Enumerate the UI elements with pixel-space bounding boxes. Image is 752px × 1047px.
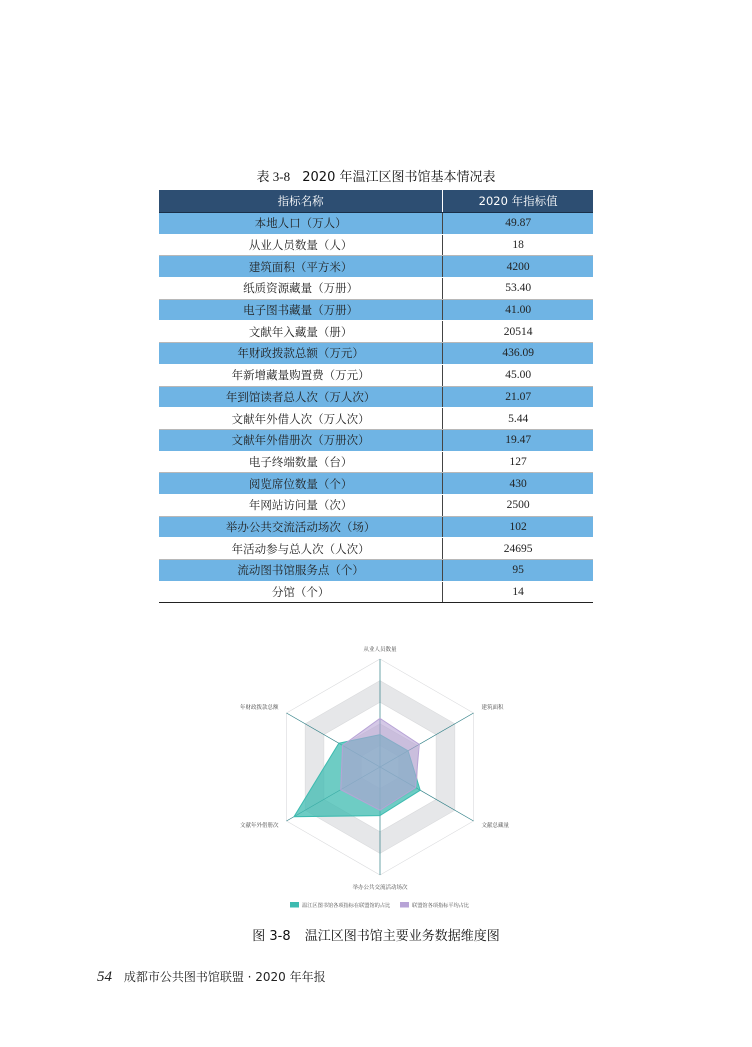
- indicator-name-cell: 年网站访问量（次）: [159, 494, 443, 516]
- column-header-indicator: 指标名称: [159, 190, 443, 213]
- indicator-name-cell: 建筑面积（平方米）: [159, 256, 443, 278]
- radar-axis-label: 从业人员数量: [363, 647, 397, 653]
- indicator-name-cell: 年到馆读者总人次（万人次）: [159, 386, 443, 408]
- table-row: [159, 494, 593, 516]
- indicator-name-cell: 年财政拨款总额（万元）: [159, 343, 443, 365]
- indicator-name-cell: 流动图书馆服务点（个）: [159, 560, 443, 582]
- table-row: [159, 581, 593, 603]
- indicator-value-cell: 5.44: [443, 408, 593, 430]
- radar-axis-label: 建筑面积: [481, 705, 504, 711]
- indicator-name-cell: 电子终端数量（台）: [159, 451, 443, 473]
- table-row: [159, 343, 593, 365]
- column-header-value: 2020 年指标值: [443, 190, 593, 213]
- indicator-value-cell: 127: [443, 451, 593, 473]
- indicator-value-cell: 45.00: [443, 364, 593, 386]
- indicator-value-cell: 430: [443, 473, 593, 495]
- figure-number: 图 3-8: [252, 929, 291, 944]
- table-row: [159, 256, 593, 278]
- figure-caption-text: 温江区图书馆主要业务数据维度图: [304, 929, 500, 944]
- indicator-value-cell: 4200: [443, 256, 593, 278]
- footer-text: 成都市公共图书馆联盟 · 2020 年年报: [123, 970, 326, 984]
- data-table: [159, 190, 593, 603]
- page-footer: [97, 968, 326, 986]
- table-row: [159, 299, 593, 321]
- page-number: 54: [97, 969, 112, 985]
- indicator-value-cell: 41.00: [443, 299, 593, 321]
- indicator-value-cell: 95: [443, 560, 593, 582]
- legend-label: 联盟馆各项指标平均占比: [412, 903, 470, 909]
- indicator-name-cell: 纸质资源藏量（万册）: [159, 278, 443, 300]
- table-header-row: [159, 190, 593, 213]
- radar-axis-label: 举办公共交流活动场次: [352, 885, 408, 891]
- table-row: [159, 234, 593, 256]
- indicator-name-cell: 电子图书藏量（万册）: [159, 299, 443, 321]
- indicator-value-cell: 436.09: [443, 343, 593, 365]
- indicator-value-cell: 49.87: [443, 213, 593, 235]
- indicator-value-cell: 19.47: [443, 429, 593, 451]
- indicator-name-cell: 年活动参与总人次（人次）: [159, 538, 443, 560]
- table-row: [159, 451, 593, 473]
- table-row: [159, 386, 593, 408]
- figure-caption: [0, 925, 752, 944]
- indicator-value-cell: 18: [443, 234, 593, 256]
- indicator-name-cell: 文献年入藏量（册）: [159, 321, 443, 343]
- table-row: [159, 516, 593, 538]
- table-row: [159, 213, 593, 235]
- table-row: [159, 364, 593, 386]
- table-row: [159, 408, 593, 430]
- indicator-name-cell: 本地人口（万人）: [159, 213, 443, 235]
- indicator-value-cell: 24695: [443, 538, 593, 560]
- indicator-name-cell: 分馆（个）: [159, 581, 443, 603]
- legend-swatch: [290, 902, 299, 908]
- legend-swatch: [400, 902, 409, 908]
- table-row: [159, 473, 593, 495]
- table-title: [0, 166, 752, 185]
- radar-axis-label: 文献年外借册次: [239, 823, 279, 829]
- radar-svg: [220, 625, 540, 920]
- indicator-value-cell: 102: [443, 516, 593, 538]
- indicator-value-cell: 20514: [443, 321, 593, 343]
- indicator-name-cell: 阅览席位数量（个）: [159, 473, 443, 495]
- indicator-name-cell: 文献年外借人次（万人次）: [159, 408, 443, 430]
- indicator-name-cell: 年新增藏量购置费（万元）: [159, 364, 443, 386]
- indicator-name-cell: 从业人员数量（人）: [159, 234, 443, 256]
- legend-label: 温江区图书馆各项指标在联盟馆的占比: [302, 903, 391, 909]
- table-row: [159, 560, 593, 582]
- indicator-name-cell: 举办公共交流活动场次（场）: [159, 516, 443, 538]
- indicator-value-cell: 53.40: [443, 278, 593, 300]
- indicator-value-cell: 14: [443, 581, 593, 603]
- indicator-value-cell: 21.07: [443, 386, 593, 408]
- table-row: [159, 321, 593, 343]
- indicator-value-cell: 2500: [443, 494, 593, 516]
- table-row: [159, 429, 593, 451]
- table-number: 表 3-8: [256, 169, 291, 184]
- radar-axis-label: 文献总藏量: [481, 823, 510, 829]
- radar-chart: [220, 625, 540, 920]
- indicator-name-cell: 文献年外借册次（万册次）: [159, 429, 443, 451]
- table-row: [159, 278, 593, 300]
- radar-axis-label: 年财政拨款总额: [239, 705, 279, 711]
- table-title-text: 2020 年温江区图书馆基本情况表: [302, 170, 496, 185]
- table-row: [159, 538, 593, 560]
